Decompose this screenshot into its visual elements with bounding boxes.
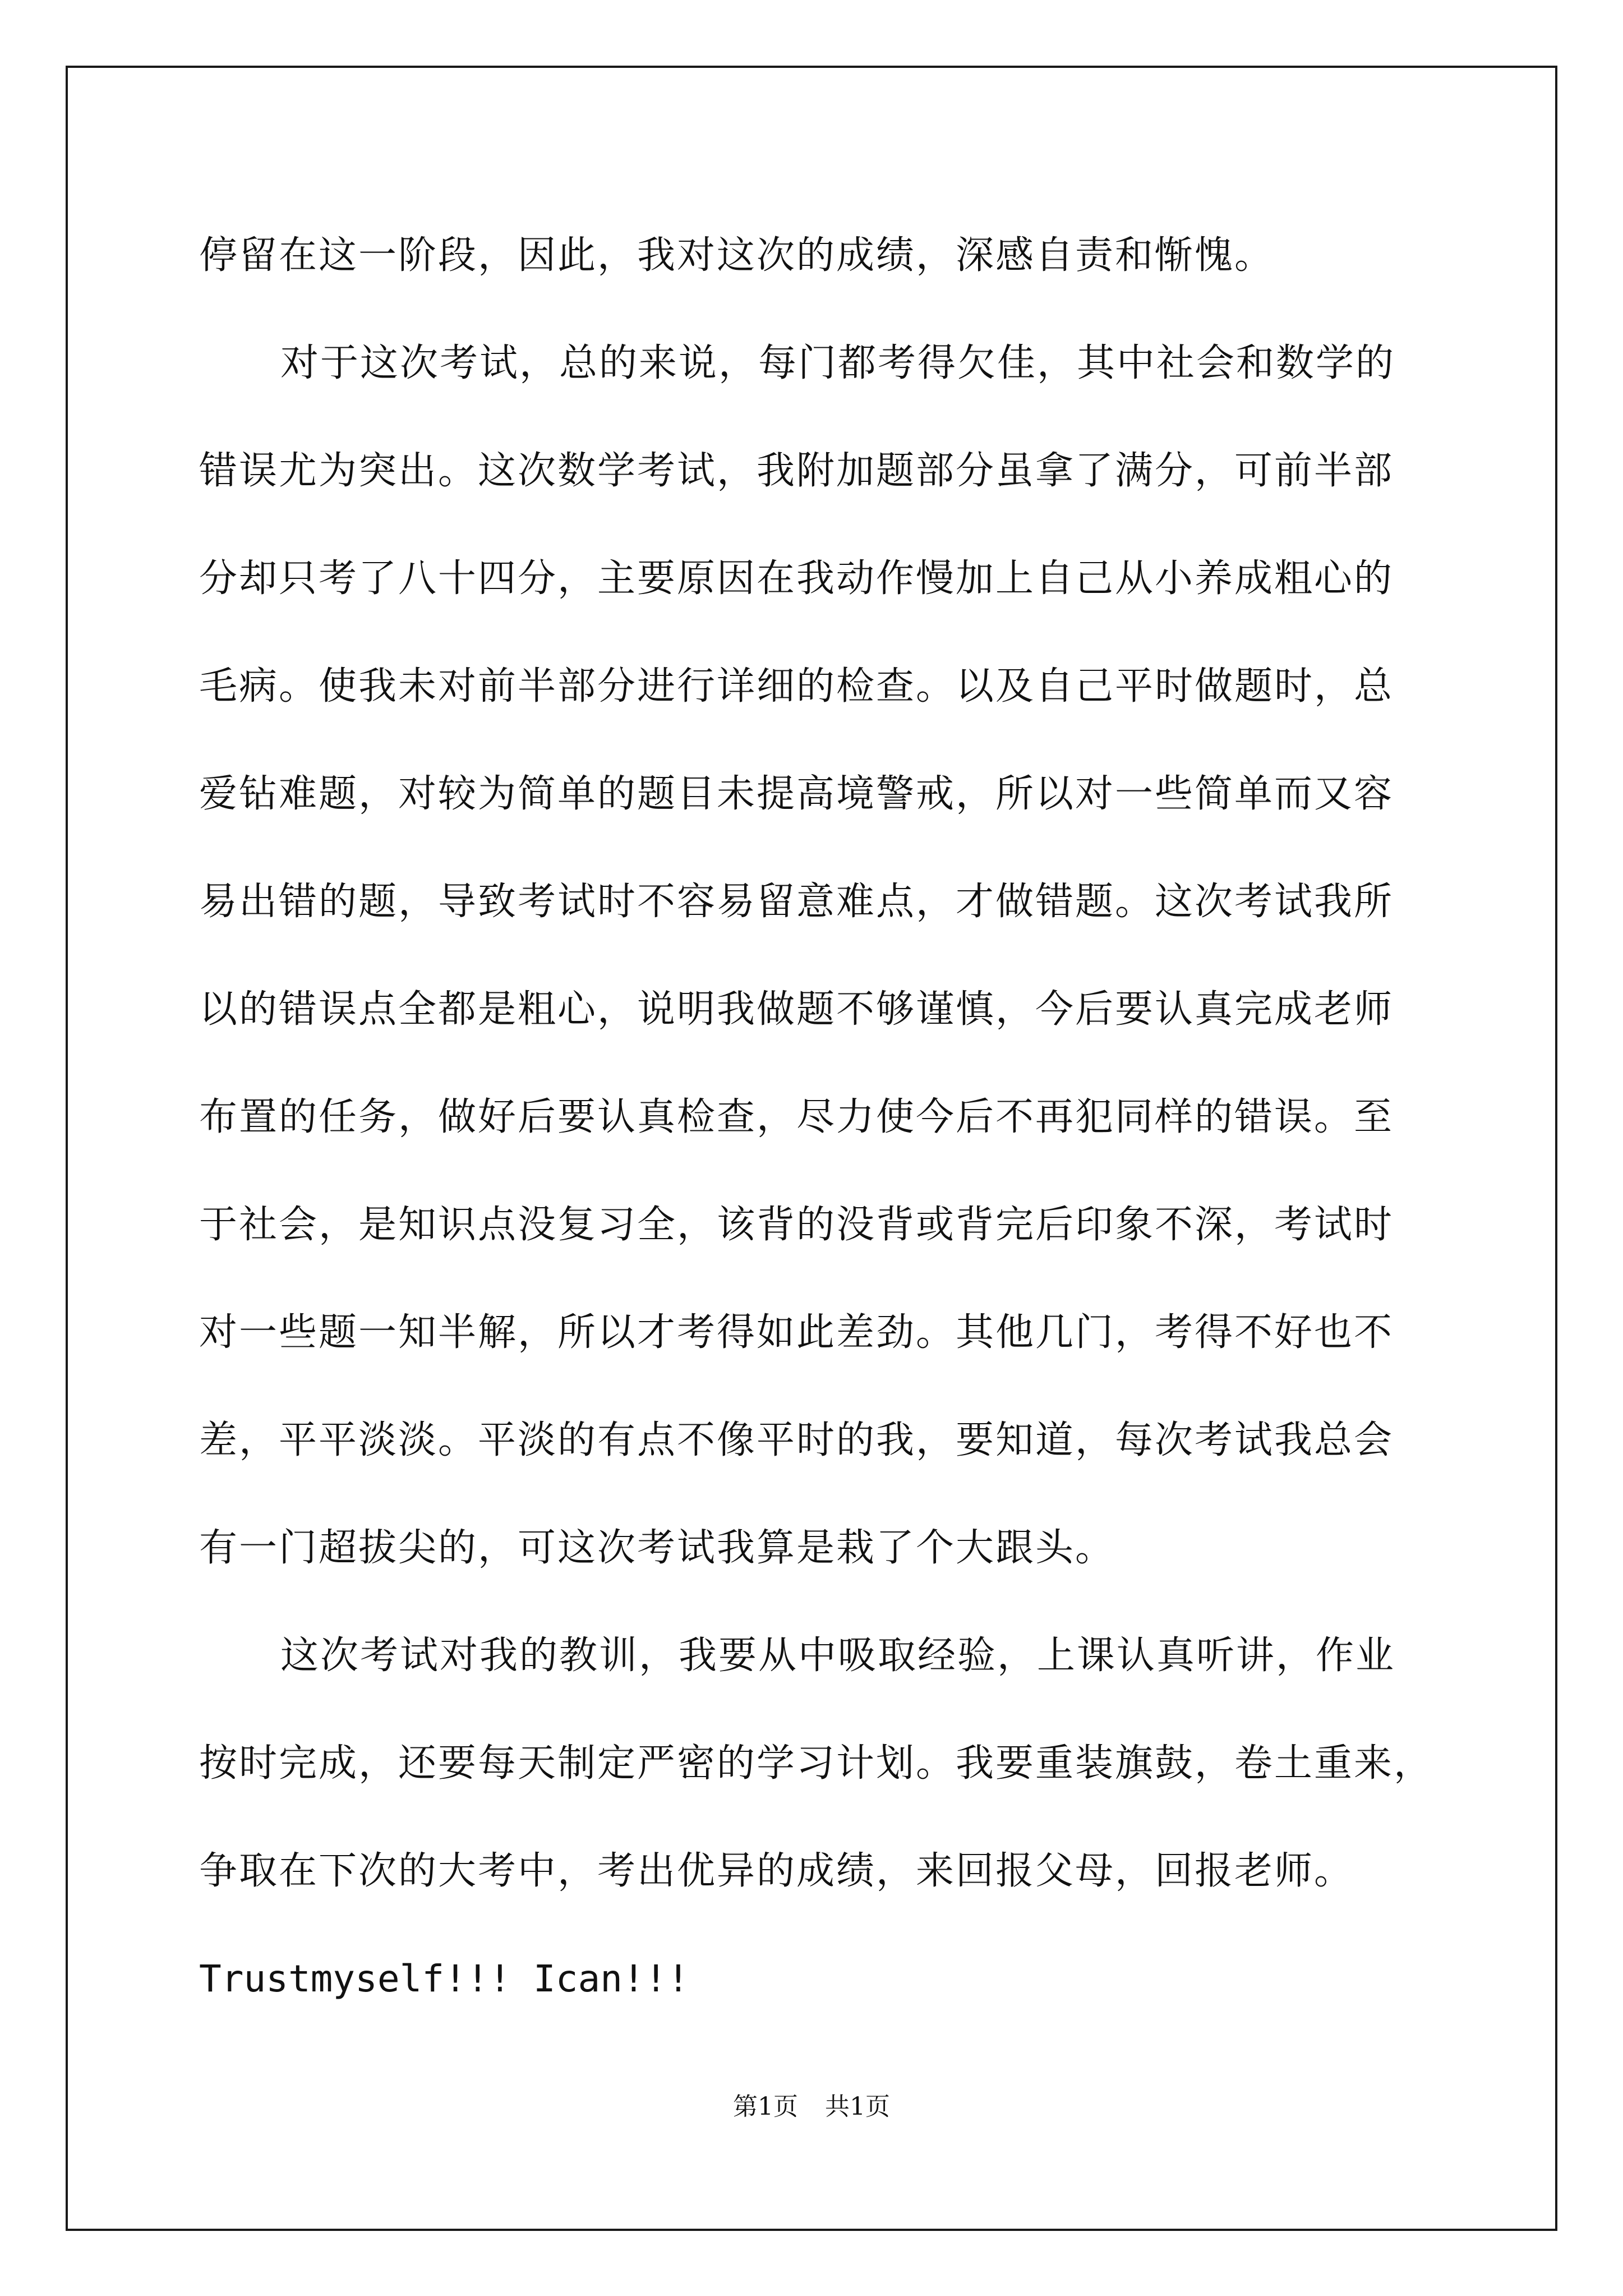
text-line: 争取在下次的大考中，考出优异的成绩，来回报父母，回报老师。 [199, 1849, 1354, 1893]
page-footer [0, 2090, 1623, 2124]
text-line: 对于这次考试，总的来说，每门都考得欠佳，其中社会和数学的 [280, 341, 1396, 385]
page-number: 第1页 [733, 2092, 798, 2121]
page-total: 共1页 [825, 2092, 890, 2121]
text-line: 布置的任务，做好后要认真检查，尽力使今后不再犯同样的错误。至 [199, 1095, 1394, 1139]
text-line: 差，平平淡淡。平淡的有点不像平时的我，要知道，每次考试我总会 [199, 1418, 1394, 1462]
text-line: 爱钻难题，对较为简单的题目未提高境警戒，所以对一些简单而又容 [199, 772, 1394, 816]
text-line: 按时完成，还要每天制定严密的学习计划。我要重装旗鼓，卷土重来， [199, 1741, 1434, 1786]
text-line: 毛病。使我未对前半部分进行详细的检查。以及自己平时做题时，总 [199, 664, 1394, 708]
text-line: 分却只考了八十四分，主要原因在我动作慢加上自己从小养成粗心的 [199, 556, 1394, 601]
text-line: 以的错误点全都是粗心，说明我做题不够谨慎，今后要认真完成老师 [199, 987, 1394, 1032]
text-line: Trustmyself!!! Ican!!! [199, 1957, 690, 2000]
text-line: 有一门超拔尖的，可这次考试我算是栽了个大跟头。 [199, 1526, 1115, 1570]
text-line: 错误尤为突出。这次数学考试，我附加题部分虽拿了满分，可前半部 [199, 449, 1394, 493]
text-line: 对一些题一知半解，所以才考得如此差劲。其他几门，考得不好也不 [199, 1310, 1394, 1355]
text-line: 于社会，是知识点没复习全，该背的没背或背完后印象不深，考试时 [199, 1203, 1394, 1247]
text-line: 易出错的题，导致考试时不容易留意难点，才做错题。这次考试我所 [199, 880, 1394, 924]
document-body [199, 202, 1438, 2033]
text-line: 这次考试对我的教训，我要从中吸取经验，上课认真听讲，作业 [280, 1634, 1396, 1678]
text-line: 停留在这一阶段，因此，我对这次的成绩，深感自责和惭愧。 [199, 233, 1275, 278]
